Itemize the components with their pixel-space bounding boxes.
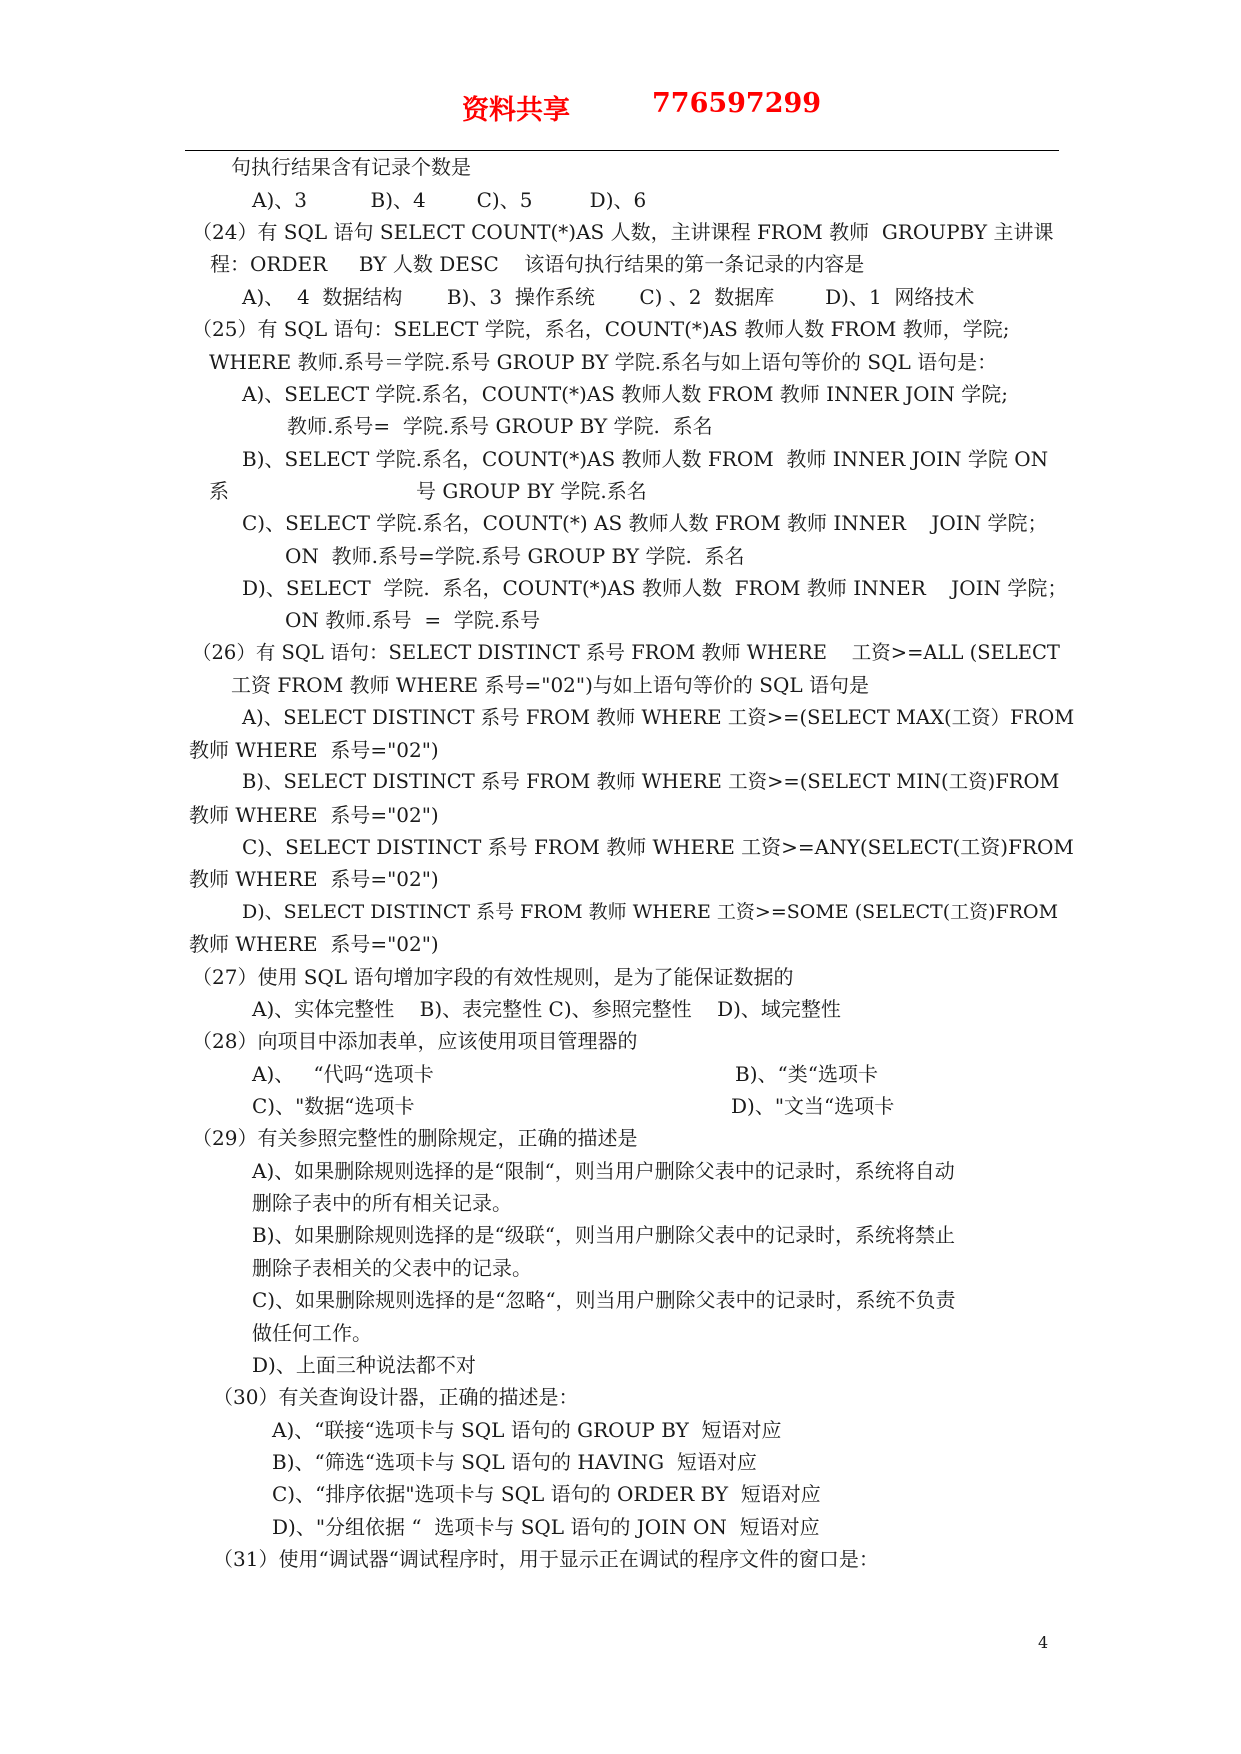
- text-line: C)、SELECT 学院.系名，COUNT(*) AS 教师人数 FROM 教师 INNER JOIN 学院；: [242, 511, 1048, 535]
- text-line: （28）向项目中添加表单，应该使用项目管理器的: [192, 1029, 638, 1053]
- text-line: C)、"数据“选项卡: [252, 1094, 415, 1118]
- text-line: （25）有 SQL 语句：SELECT 学院，系名，COUNT(*)AS 教师人数 FROM 教师，学院;: [192, 317, 1010, 341]
- text-line: 删除子表相关的父表中的记录。: [252, 1256, 532, 1280]
- text-line: D)、"文当“选项卡: [731, 1094, 895, 1118]
- text-line: B)、SELECT DISTINCT 系号 FROM 教师 WHERE 工资>=(SELECT MIN(工资)FROM: [242, 770, 1060, 793]
- header-qq-number: 776597299: [652, 88, 822, 119]
- text-line: C)、如果删除规则选择的是“忽略“，则当用户删除父表中的记录时，系统不负责: [252, 1288, 956, 1312]
- text-line: 教师 WHERE 系号="02"): [189, 867, 439, 891]
- text-line: （26）有 SQL 语句：SELECT DISTINCT 系号 FROM 教师 WHERE 工资>=ALL (SELECT: [192, 641, 1060, 664]
- text-line: ON 教师.系号=学院.系号 GROUP BY 学院. 系名: [285, 544, 745, 568]
- text-line: A)、如果删除规则选择的是“限制“，则当用户删除父表中的记录时，系统将自动: [252, 1159, 955, 1183]
- text-line: ON 教师.系号 = 学院.系号: [285, 608, 541, 632]
- text-line: B)、如果删除规则选择的是“级联“，则当用户删除父表中的记录时，系统将禁止: [252, 1223, 955, 1247]
- text-line: A)、SELECT 学院.系名，COUNT(*)AS 教师人数 FROM 教师 INNER JOIN 学院;: [242, 382, 1008, 406]
- text-line: A)、3 B)、4 C)、5 D)、6: [252, 188, 647, 212]
- text-line: 教师.系号= 学院.系号 GROUP BY 学院. 系名: [287, 414, 713, 438]
- text-line: 做任何工作。: [252, 1321, 372, 1345]
- text-line: C)、“排序依据"选项卡与 SQL 语句的 ORDER BY 短语对应: [272, 1482, 821, 1506]
- header-title: 资料共享: [462, 95, 570, 126]
- text-line: 教师 WHERE 系号="02"): [189, 738, 439, 762]
- page-header: [0, 88, 1241, 128]
- text-line: A)、 “代吗“选项卡: [252, 1062, 434, 1086]
- text-line: D)、上面三种说法都不对: [252, 1353, 476, 1377]
- text-line: D)、SELECT 学院. 系名，COUNT(*)AS 教师人数 FROM 教师 INNER JOIN 学院；: [242, 576, 1068, 600]
- text-line: A)、SELECT DISTINCT 系号 FROM 教师 WHERE 工资>=(SELECT MAX(工资）FROM: [242, 706, 1075, 729]
- text-line: B)、SELECT 学院.系名，COUNT(*)AS 教师人数 FROM 教师 INNER JOIN 学院 ON: [242, 447, 1049, 471]
- text-line: A)、实体完整性 B)、表完整性 C)、参照完整性 D)、域完整性: [252, 997, 841, 1021]
- text-line: （24）有 SQL 语句 SELECT COUNT(*)AS 人数，主讲课程 FROM 教师 GROUPBY 主讲课: [192, 220, 1054, 244]
- text-line: 号 GROUP BY 学院.系名: [416, 479, 647, 503]
- text-line: 程：ORDER BY 人数 DESC 该语句执行结果的第一条记录的内容是: [210, 252, 865, 276]
- header-rule: [185, 150, 1059, 151]
- text-line: 系: [209, 479, 229, 503]
- text-line: D)、"分组依据 “ 选项卡与 SQL 语句的 JOIN ON 短语对应: [272, 1515, 820, 1539]
- text-line: 句执行结果含有记录个数是: [231, 155, 471, 179]
- text-line: WHERE 教师.系号＝学院.系号 GROUP BY 学院.系名与如上语句等价的 SQL 语句是：: [209, 350, 998, 374]
- text-line: B)、“类“选项卡: [735, 1062, 878, 1086]
- text-line: 教师 WHERE 系号="02"): [189, 932, 439, 956]
- text-line: C)、SELECT DISTINCT 系号 FROM 教师 WHERE 工资>=ANY(SELECT(工资)FROM: [242, 835, 1074, 859]
- text-line: （31）使用“调试器“调试程序时，用于显示正在调试的程序文件的窗口是：: [213, 1547, 879, 1571]
- text-line: D)、SELECT DISTINCT 系号 FROM 教师 WHERE 工资>=SOME (SELECT(工资)FROM: [242, 901, 1059, 923]
- text-line: 工资 FROM 教师 WHERE 系号="02")与如上语句等价的 SQL 语句是: [231, 673, 869, 697]
- text-line: B)、“筛选“选项卡与 SQL 语句的 HAVING 短语对应: [272, 1450, 757, 1474]
- text-line: 删除子表中的所有相关记录。: [252, 1191, 512, 1215]
- text-line: A)、“联接“选项卡与 SQL 语句的 GROUP BY 短语对应: [272, 1418, 782, 1442]
- text-line: （29）有关参照完整性的删除规定，正确的描述是: [192, 1126, 638, 1150]
- text-line: A)、 4 数据结构 B)、3 操作系统 C) 、2 数据库 D)、1 网络技术: [242, 285, 975, 309]
- text-line: 教师 WHERE 系号="02"): [189, 803, 439, 827]
- page-number: 4: [1038, 1633, 1049, 1652]
- text-line: （30）有关查询设计器，正确的描述是：: [213, 1385, 579, 1409]
- text-line: （27）使用 SQL 语句增加字段的有效性规则，是为了能保证数据的: [192, 965, 794, 989]
